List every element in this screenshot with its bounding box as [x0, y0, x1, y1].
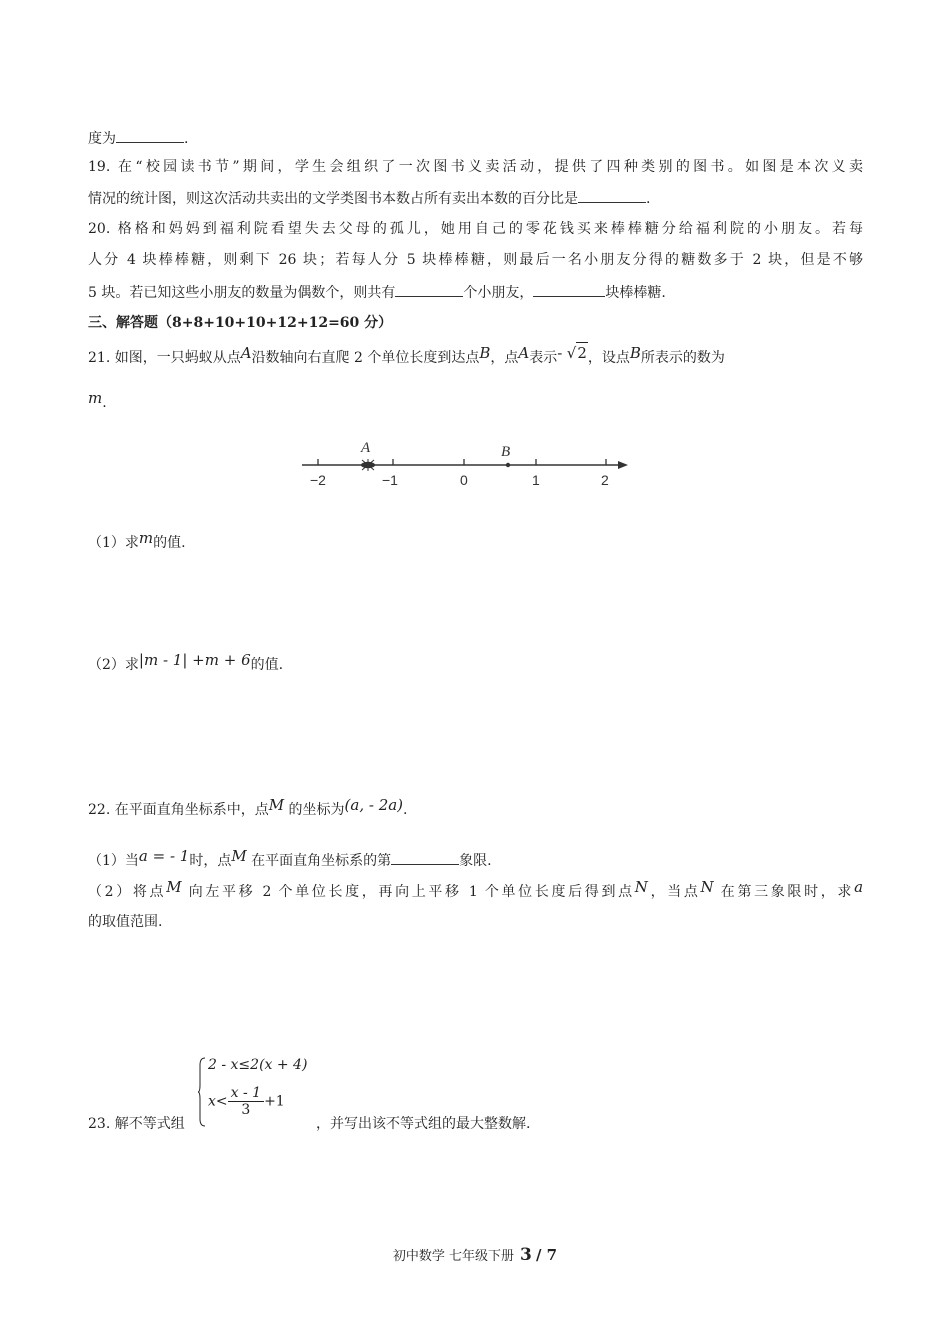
q21-sub2-text: （2）求: [88, 657, 139, 673]
point-b-dot: [506, 463, 510, 467]
q22-sub2-line2: 的取值范围.: [88, 914, 163, 930]
variable-a: a: [854, 878, 864, 896]
answer-blank: [116, 128, 184, 143]
q19-text: 情况的统计图，则这次活动共卖出的文学类图书本数占所有卖出本数的百分比是: [88, 191, 578, 207]
point-n-symbol: N: [700, 878, 714, 896]
q21-text: ，设点: [587, 350, 630, 366]
tick-label: 1: [532, 472, 540, 488]
footer-label: 初中数学 七年级下册: [392, 1249, 514, 1264]
inequality-1: 2 - x≤2(x + 4): [208, 1057, 308, 1073]
q21-text: 21. 如图，一只蚂蚁从点: [88, 350, 241, 366]
q18-text: 度为: [88, 131, 116, 147]
coordinate-expression: (a, - 2a): [344, 796, 404, 814]
period: .: [403, 802, 408, 818]
q22-sub1: [88, 847, 863, 871]
q21-line1: [88, 346, 863, 368]
tick-label: −2: [310, 472, 326, 488]
q21-text: 所表示的数为: [640, 350, 725, 366]
q22-sub2-text: ，当点: [647, 884, 701, 900]
condition-expression: a = - 1: [138, 847, 190, 865]
q22-text: 的坐标为: [288, 802, 345, 818]
q21-text: 沿数轴向右直爬 2 个单位长度到达点: [251, 350, 480, 366]
minus-sign: -: [557, 344, 563, 362]
q22-sub1-text: （1）当: [88, 853, 139, 869]
q19-line2: 情况的统计图，则这次活动共卖出的文学类图书本数占所有卖出本数的百分比是 .: [88, 188, 863, 209]
answer-blank: [391, 850, 459, 865]
tick-label: 2: [601, 472, 609, 488]
variable-m: m: [138, 529, 154, 547]
ineq2-left: x<: [208, 1093, 228, 1110]
ineq2-right: +1: [264, 1093, 285, 1110]
q22-sub1-text: 象限.: [459, 853, 492, 869]
q23-prefix: 23. 解不等式组: [88, 1116, 185, 1132]
q20-line1: 20. 格格和妈妈到福利院看望失去父母的孤儿，她用自己的零花钱买来棒棒糖分给福利院的小朋友。若每: [88, 221, 863, 237]
period: .: [102, 395, 107, 411]
answer-blank: [395, 282, 463, 297]
q21-text: ，点: [490, 350, 519, 366]
point-b-label: B: [501, 444, 511, 460]
point-a-symbol: A: [240, 344, 252, 362]
radicand: 2: [577, 344, 587, 362]
q22-sub1-text: 时，点: [189, 853, 232, 869]
page-total: / 7: [535, 1246, 558, 1264]
tick-label: 0: [460, 472, 468, 488]
number-line-figure: [296, 432, 636, 492]
expression: |m - 1| +m + 6: [138, 651, 251, 669]
answer-blank: [578, 188, 646, 203]
point-b-symbol: B: [479, 344, 491, 362]
arrow-head: [618, 461, 628, 469]
variable-m: m: [88, 389, 103, 407]
point-n-symbol: N: [634, 878, 648, 896]
inequality-system: [198, 1055, 318, 1135]
q20-line3: [88, 282, 863, 303]
q23-suffix: ，并写出该不等式组的最大整数解.: [316, 1116, 531, 1132]
tick-label: −1: [382, 472, 398, 488]
q21-text: 表示: [529, 350, 558, 366]
q21-sub1-text: 的值.: [153, 535, 186, 551]
point-a-label: A: [361, 440, 371, 456]
inequality-2: [208, 1085, 285, 1118]
page-number: 3: [520, 1245, 532, 1265]
numerator: x - 1: [228, 1085, 264, 1102]
denominator: 3: [241, 1102, 251, 1118]
q21-sub2: [88, 651, 863, 675]
point-m-symbol: M: [231, 847, 247, 865]
ant-icon: [361, 459, 375, 471]
q20-text-c: 块棒棒糖.: [605, 285, 666, 301]
q22-sub2-text: 向左平移 2 个单位长度，再向上平移 1 个单位长度后得到点: [188, 884, 635, 900]
q20-text-a: 5 块。若已知这些小朋友的数量为偶数个，则共有: [88, 285, 396, 301]
left-brace: [198, 1057, 206, 1127]
q18-tail: 度为 .: [88, 128, 863, 149]
q22-sub2: [88, 878, 864, 902]
point-m-symbol: M: [166, 878, 182, 896]
q22-sub2-text: 在第三象限时，求: [720, 884, 855, 900]
q20-line2: 人分 4 块棒棒糖，则剩下 26 块；若每人分 5 块棒棒糖，则最后一名小朋友分得的糖数多于 2 块，但是不够: [88, 252, 863, 268]
q22-sub1-text: 在平面直角坐标系的第: [251, 853, 392, 869]
answer-blank: [533, 282, 605, 297]
q21-sub1: [88, 529, 863, 553]
q20-text-b: 个小朋友，: [463, 285, 534, 301]
point-m-symbol: M: [268, 796, 285, 814]
section-heading: 三、解答题（8+8+10+10+12+12=60 分）: [88, 315, 393, 331]
q21-sub1-text: （1）求: [88, 535, 139, 551]
q22-text: 22. 在平面直角坐标系中，点: [88, 802, 269, 818]
q22-line1: [88, 796, 863, 820]
q19-line1: 19. 在“校园读书节”期间，学生会组织了一次图书义卖活动，提供了四种类别的图书。如图是本次义卖: [88, 159, 863, 175]
fraction: [228, 1085, 264, 1118]
q22-sub2-text: （2）将点: [88, 884, 167, 900]
sqrt-two: √2: [566, 344, 587, 362]
point-b-symbol: B: [629, 344, 641, 362]
point-a-symbol: A: [518, 344, 530, 362]
q21-line2: [88, 389, 863, 413]
page-footer: [0, 1245, 950, 1265]
q21-sub2-text: 的值.: [250, 657, 284, 673]
